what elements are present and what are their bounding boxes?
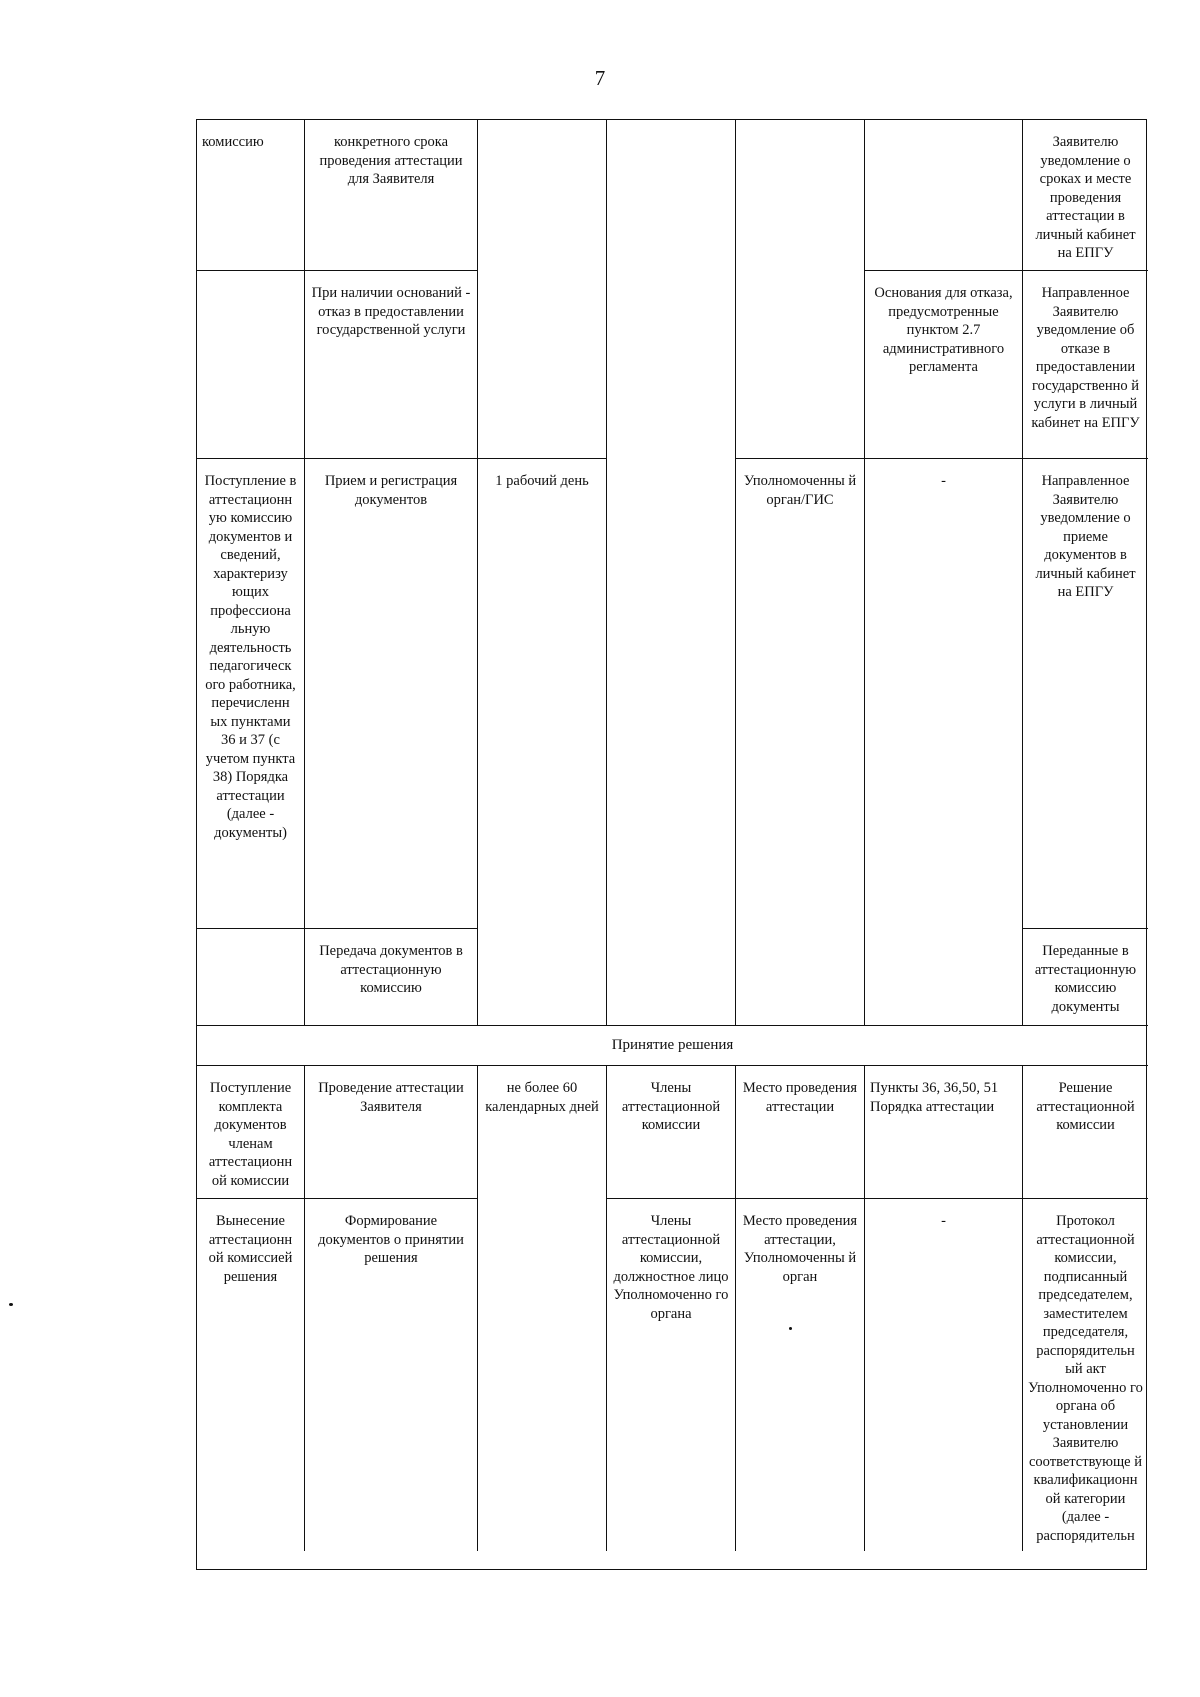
cell-r7-official: Члены аттестационной комиссии, должностное лицо Уполномоченно го органа: [607, 1199, 736, 1551]
cell-r6-basis: Поступление комплекта документов членам аттестационн ой комиссии: [197, 1066, 305, 1199]
cell-r3-basis: Поступление в аттестационн ую комиссию документов и сведений, характеризу ющих профессиона льную деятельность педагогическ ого работника, перечисленн ых пунктами 36 и 37 (с учетом пункта 38) Порядка аттестации (далее - документы): [197, 459, 305, 929]
cell-r6-result: Решение аттестационной комиссии: [1023, 1066, 1148, 1199]
cell-r6-deadline: не более 60 календарных дней: [478, 1066, 607, 1551]
cell-r3-criteria: -: [865, 459, 1023, 1026]
cell-r4-action: Передача документов в аттестационную комиссию: [305, 929, 478, 1026]
cell-r4-basis: [197, 929, 305, 1026]
cell-r1-place: [736, 120, 865, 459]
cell-r1-basis: комиссию: [197, 120, 305, 271]
cell-r7-criteria: -: [865, 1199, 1023, 1551]
cell-r3-result: Направленное Заявителю уведомление о приеме документов в личный кабинет на ЕПГУ: [1023, 459, 1148, 929]
cell-r3-deadline: 1 рабочий день: [478, 459, 607, 1026]
cell-r2-action: При наличии оснований - отказ в предоставлении государственной услуги: [305, 271, 478, 459]
cell-r1-action: конкретного срока проведения аттестации для Заявителя: [305, 120, 478, 271]
cell-r7-basis: Вынесение аттестационн ой комиссией решения: [197, 1199, 305, 1551]
cell-r2-criteria: Основания для отказа, предусмотренные пунктом 2.7 административного регламента: [865, 271, 1023, 459]
cell-r6-criteria: Пункты 36, 36,50, 51 Порядка аттестации: [865, 1066, 1023, 1199]
cell-r2-basis: [197, 271, 305, 459]
cell-r7-action: Формирование документов о принятии решения: [305, 1199, 478, 1551]
page-number: 7: [594, 66, 606, 90]
cell-r7-result: Протокол аттестационной комиссии, подписанный председателем, заместителем председателя, распорядительн ый акт Уполномоченно го органа об установлении Заявителю соответствующе й квалификационн ой категории (далее - распорядительн: [1028, 1213, 1143, 1544]
cell-r6-place: Место проведения аттестации: [736, 1066, 865, 1199]
cell-r3-action: Прием и регистрация документов: [305, 459, 478, 929]
section-title: Принятие решения: [197, 1026, 1148, 1066]
cell-r6-action: Проведение аттестации Заявителя: [305, 1066, 478, 1199]
cell-r1-criteria: [865, 120, 1023, 271]
scan-speck: [789, 1327, 792, 1330]
cell-r6-official: Члены аттестационной комиссии: [607, 1066, 736, 1199]
cell-r1-deadline: [478, 120, 607, 459]
cell-r1-official: [607, 120, 736, 1026]
procedure-table: [196, 119, 1147, 1570]
cell-r3-place: Уполномоченны й орган/ГИС: [736, 459, 865, 1026]
cell-r1-result: Заявителю уведомление о сроках и месте проведения аттестации в личный кабинет на ЕПГУ: [1023, 120, 1148, 271]
cell-r4-result: Переданные в аттестационную комиссию документы: [1023, 929, 1148, 1026]
cell-r7-place: Место проведения аттестации, Уполномоченны й орган: [736, 1199, 865, 1551]
cell-r2-result: Направленное Заявителю уведомление об отказе в предоставлении государственно й услуги в личный кабинет на ЕПГУ: [1023, 271, 1148, 459]
scan-speck: [9, 1303, 13, 1306]
